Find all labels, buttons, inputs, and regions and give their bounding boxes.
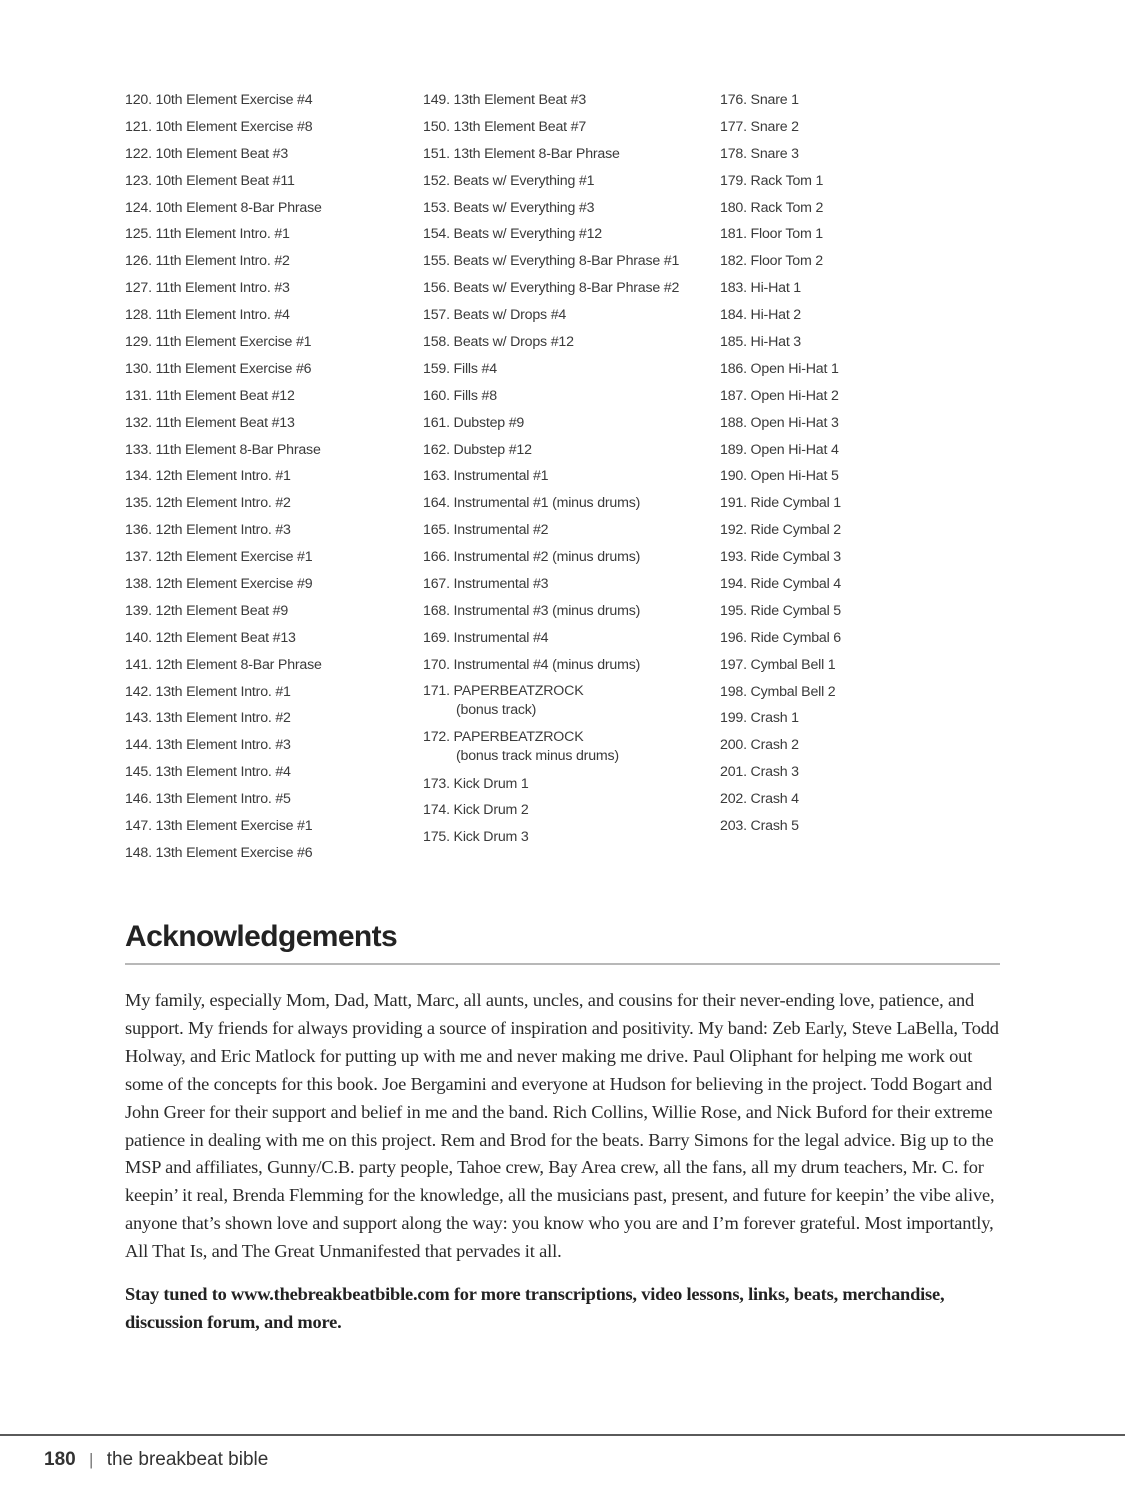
- page-number: 180: [44, 1449, 76, 1470]
- track-title: 172. PAPERBEATZROCK: [423, 728, 584, 745]
- track-subtitle: (bonus track minus drums): [456, 747, 619, 764]
- track-item: 127. 11th Element Intro. #3: [125, 280, 290, 297]
- track-item: 182. Floor Tom 2: [720, 253, 823, 270]
- track-column-3: [720, 90, 980, 843]
- track-item: 136. 12th Element Intro. #3: [125, 522, 291, 539]
- track-item: 164. Instrumental #1 (minus drums): [423, 495, 641, 512]
- track-item: 153. Beats w/ Everything #3: [423, 199, 595, 216]
- track-item: 170. Instrumental #4 (minus drums): [423, 656, 641, 673]
- track-item: 166. Instrumental #2 (minus drums): [423, 549, 641, 566]
- acknowledgements-section: [125, 915, 1000, 1336]
- track-item: 169. Instrumental #4: [423, 629, 549, 646]
- track-item: 121. 10th Element Exercise #8: [125, 118, 313, 135]
- track-item: 128. 11th Element Intro. #4: [125, 307, 290, 324]
- track-item-bonus: [423, 682, 718, 728]
- track-item: 156. Beats w/ Everything 8-Bar Phrase #2: [423, 280, 680, 297]
- track-item: 135. 12th Element Intro. #2: [125, 495, 291, 512]
- track-item: 157. Beats w/ Drops #4: [423, 307, 567, 324]
- track-item: 147. 13th Element Exercise #1: [125, 818, 313, 835]
- track-item: 145. 13th Element Intro. #4: [125, 764, 291, 781]
- track-item: 142. 13th Element Intro. #1: [125, 683, 291, 700]
- track-item: 200. Crash 2: [720, 737, 799, 754]
- track-item: 130. 11th Element Exercise #6: [125, 360, 312, 377]
- track-column-2: [423, 90, 718, 854]
- track-item: 155. Beats w/ Everything 8-Bar Phrase #1: [423, 253, 680, 270]
- track-item: 120. 10th Element Exercise #4: [125, 92, 313, 108]
- track-item: 174. Kick Drum 2: [423, 802, 529, 819]
- track-item: 165. Instrumental #2: [423, 522, 549, 539]
- track-item: 141. 12th Element 8-Bar Phrase: [125, 656, 322, 673]
- track-subtitle: (bonus track): [456, 701, 537, 718]
- track-item: 178. Snare 3: [720, 145, 799, 162]
- track-item: 199. Crash 1: [720, 710, 799, 727]
- track-item: 148. 13th Element Exercise #6: [125, 844, 313, 861]
- track-item: 129. 11th Element Exercise #1: [125, 334, 312, 351]
- track-item: 151. 13th Element 8-Bar Phrase: [423, 145, 620, 162]
- track-item: 190. Open Hi-Hat 5: [720, 468, 839, 485]
- track-item: 122. 10th Element Beat #3: [125, 145, 289, 162]
- track-item: 197. Cymbal Bell 1: [720, 656, 836, 673]
- track-column-1: [125, 90, 420, 870]
- track-item: 198. Cymbal Bell 2: [720, 683, 836, 700]
- track-item: 192. Ride Cymbal 2: [720, 522, 841, 539]
- track-item: 123. 10th Element Beat #11: [125, 172, 295, 189]
- track-item: 124. 10th Element 8-Bar Phrase: [125, 199, 322, 216]
- track-item: 140. 12th Element Beat #13: [125, 629, 296, 646]
- track-item: 203. Crash 5: [720, 818, 799, 835]
- track-item: 150. 13th Element Beat #7: [423, 118, 587, 135]
- footer-divider: [0, 1434, 1125, 1436]
- track-item: 161. Dubstep #9: [423, 414, 525, 431]
- track-item: 131. 11th Element Beat #12: [125, 387, 295, 404]
- track-item: 139. 12th Element Beat #9: [125, 602, 289, 619]
- track-item: 159. Fills #4: [423, 360, 497, 377]
- track-item: 144. 13th Element Intro. #3: [125, 737, 291, 754]
- track-item: 179. Rack Tom 1: [720, 172, 824, 189]
- track-item: 154. Beats w/ Everything #12: [423, 226, 602, 243]
- track-item: 202. Crash 4: [720, 791, 799, 808]
- track-item: 133. 11th Element 8-Bar Phrase: [125, 441, 321, 458]
- heading-divider: [125, 963, 1000, 965]
- track-item: 167. Instrumental #3: [423, 576, 549, 593]
- track-item: 188. Open Hi-Hat 3: [720, 414, 839, 431]
- track-item: 194. Ride Cymbal 4: [720, 576, 841, 593]
- track-item: 134. 12th Element Intro. #1: [125, 468, 291, 485]
- track-item: 195. Ride Cymbal 5: [720, 602, 841, 619]
- track-item: 149. 13th Element Beat #3: [423, 92, 587, 108]
- track-item-bonus: [423, 728, 718, 774]
- track-item: 163. Instrumental #1: [423, 468, 549, 485]
- book-title: the breakbeat bible: [106, 1449, 269, 1470]
- track-item: 193. Ride Cymbal 3: [720, 549, 841, 566]
- track-item: 189. Open Hi-Hat 4: [720, 441, 839, 458]
- track-item: 186. Open Hi-Hat 1: [720, 360, 839, 377]
- track-item: 126. 11th Element Intro. #2: [125, 253, 290, 270]
- track-item: 176. Snare 1: [720, 92, 799, 108]
- track-item: 152. Beats w/ Everything #1: [423, 172, 595, 189]
- track-item: 146. 13th Element Intro. #5: [125, 791, 291, 808]
- track-title: 171. PAPERBEATZROCK: [423, 682, 584, 699]
- track-item: 196. Ride Cymbal 6: [720, 629, 841, 646]
- website-callout: Stay tuned to www.thebreakbeatbible.com for more transcriptions, video lessons, links, beats, merchandise, discussion forum, and more.: [125, 1284, 945, 1333]
- track-item: 177. Snare 2: [720, 118, 799, 135]
- footer-separator: |: [88, 1450, 94, 1469]
- acknowledgements-body: My family, especially Mom, Dad, Matt, Marc, all aunts, uncles, and cousins for their never-ending love, patience, and support. My friends for always providing a source of inspiration and positivity. My band: Zeb Early, Steve LaBella, Todd Holway, and Eric Matlock for putting up with me and never making me drive. Paul Oliphant for helping me work out some of the concepts for this book. Joe Bergamini and everyone at Hudson for believing in the project. Todd Bogart and John Greer for their support and belief in me and the band. Rich Collins, Willie Rose, and Nick Buford for their extreme patience in dealing with me on this project. Rem and Brod for the beats. Barry Simons for the legal advice. Big up to the MSP and affiliates, Gunny/C.B. party people, Tahoe crew, Bay Area crew, all the fans, all my drum teachers, Mr. C. for keepin’ it real, Brenda Flemming for the knowledge, all the musicians past, present, and future for keepin’ the vibe alive, anyone that’s shown love and support along the way: you know who you are and I’m forever grateful. Most importantly, All That Is, and The Great Unmanifested that pervades it all.: [125, 990, 999, 1262]
- page-footer: [44, 1449, 268, 1471]
- track-item: 191. Ride Cymbal 1: [720, 495, 841, 512]
- track-item: 201. Crash 3: [720, 764, 799, 781]
- track-item: 138. 12th Element Exercise #9: [125, 576, 313, 593]
- track-item: 132. 11th Element Beat #13: [125, 414, 295, 431]
- track-item: 185. Hi-Hat 3: [720, 334, 801, 351]
- track-item: 183. Hi-Hat 1: [720, 280, 801, 297]
- track-item: 173. Kick Drum 1: [423, 775, 529, 792]
- track-item: 162. Dubstep #12: [423, 441, 532, 458]
- track-item: 158. Beats w/ Drops #12: [423, 334, 574, 351]
- track-item: 137. 12th Element Exercise #1: [125, 549, 313, 566]
- track-item: 160. Fills #8: [423, 387, 497, 404]
- track-item: 187. Open Hi-Hat 2: [720, 387, 839, 404]
- track-item: 125. 11th Element Intro. #1: [125, 226, 290, 243]
- track-item: 180. Rack Tom 2: [720, 199, 824, 216]
- track-item: 175. Kick Drum 3: [423, 829, 529, 846]
- section-heading: Acknowledgements: [125, 920, 398, 953]
- track-item: 184. Hi-Hat 2: [720, 307, 801, 324]
- track-item: 181. Floor Tom 1: [720, 226, 823, 243]
- track-item: 168. Instrumental #3 (minus drums): [423, 602, 641, 619]
- track-item: 143. 13th Element Intro. #2: [125, 710, 291, 727]
